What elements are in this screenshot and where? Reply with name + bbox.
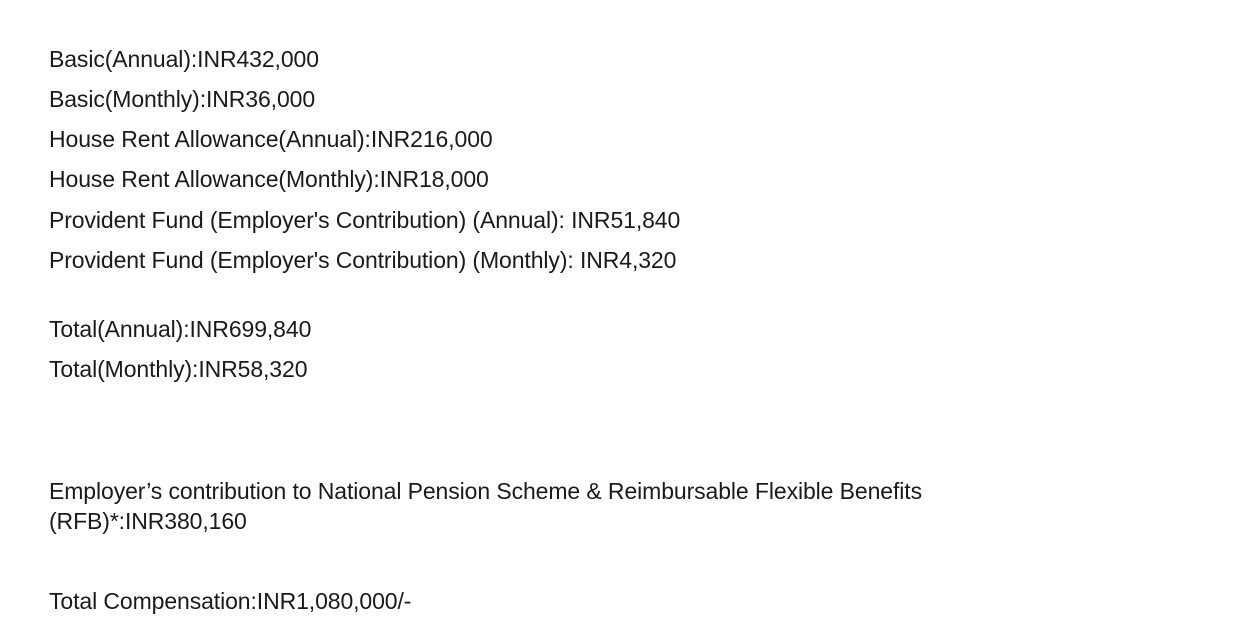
total-annual-line: Total(Annual):INR699,840: [49, 316, 312, 342]
pf-annual-line: Provident Fund (Employer's Contribution) (Annual): INR51,840: [49, 207, 681, 233]
employer-contribution-line-1: Employer’s contribution to National Pension Scheme & Reimbursable Flexible Benefits: [49, 478, 922, 504]
pf-monthly-line: Provident Fund (Employer's Contribution) (Monthly): INR4,320: [49, 247, 677, 273]
basic-monthly-line: Basic(Monthly):INR36,000: [49, 86, 316, 112]
hra-annual-line: House Rent Allowance(Annual):INR216,000: [49, 126, 493, 152]
basic-annual-line: Basic(Annual):INR432,000: [49, 46, 319, 72]
compensation-document: [49, 0, 1199, 638]
hra-monthly-line: House Rent Allowance(Monthly):INR18,000: [49, 166, 489, 192]
total-compensation-line: Total Compensation:INR1,080,000/-: [49, 588, 412, 614]
employer-contribution-line-2: (RFB)*:INR380,160: [49, 508, 247, 534]
total-monthly-line: Total(Monthly):INR58,320: [49, 356, 308, 382]
